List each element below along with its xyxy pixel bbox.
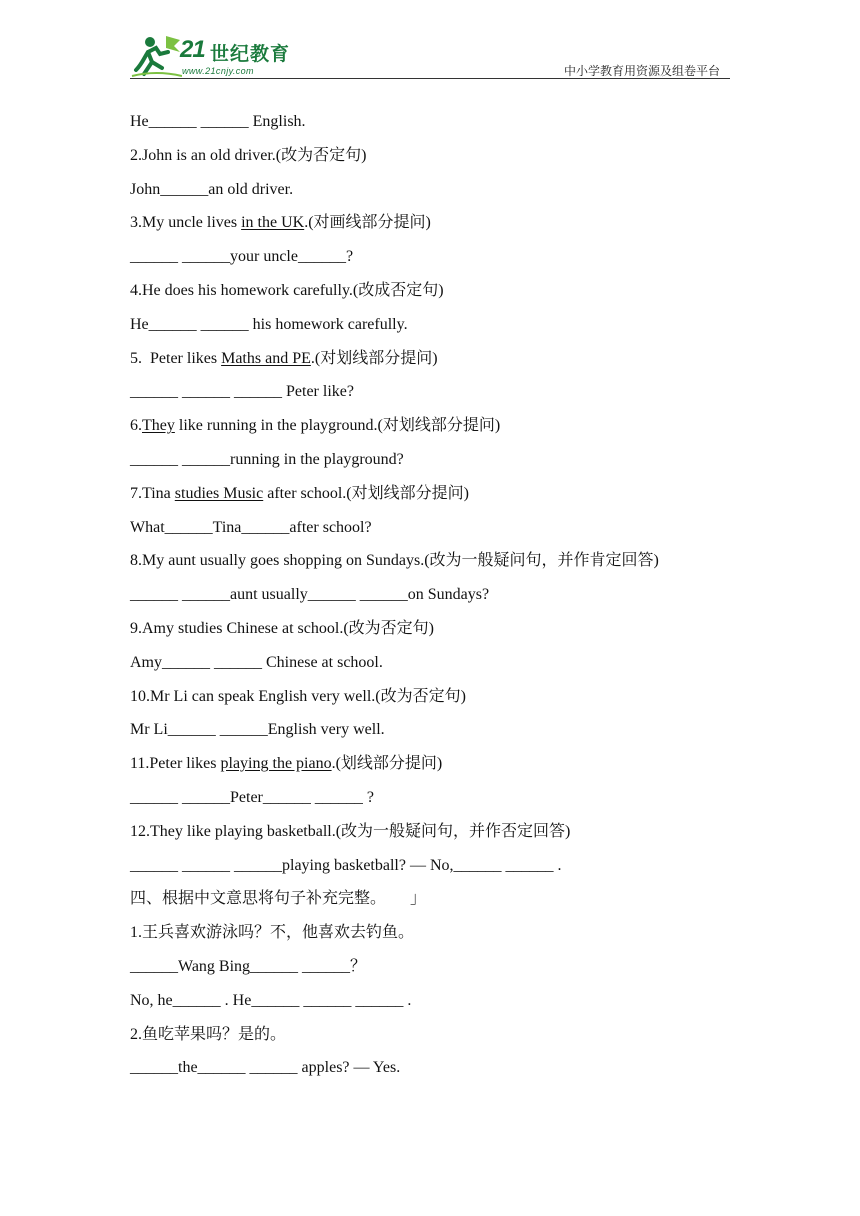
worksheet-line	[130, 480, 750, 514]
line-text: 6.	[130, 417, 142, 435]
line-text: ______ ______aunt usually______ ______on Sundays?	[130, 586, 490, 604]
underlined-phrase: in the UK	[241, 214, 305, 232]
line-text: What______Tina______after school?	[130, 518, 372, 536]
line-text: 2.鱼吃苹果吗？是的。	[130, 1025, 287, 1043]
worksheet-line	[130, 953, 750, 987]
worksheet-line	[130, 615, 750, 649]
line-text: ______the______ ______ apples? — Yes.	[130, 1059, 401, 1077]
worksheet-line	[130, 852, 750, 886]
line-text: 3.My uncle lives	[130, 214, 242, 232]
worksheet-line	[130, 243, 750, 277]
worksheet-line	[130, 412, 750, 446]
worksheet-body	[130, 108, 750, 1088]
worksheet-line	[130, 987, 750, 1021]
line-text: 1.王兵喜欢游泳吗？不，他喜欢去钓鱼。	[130, 924, 415, 942]
line-text: ______ ______your uncle______?	[130, 248, 354, 266]
line-text: 8.My aunt usually goes shopping on Sundays.(改为一般疑问句，并作肯定回答)	[130, 552, 659, 570]
worksheet-line	[130, 209, 750, 243]
worksheet-line	[130, 818, 750, 852]
logo-chinese-name: 世纪教育	[210, 43, 291, 65]
worksheet-line	[130, 446, 750, 480]
worksheet-line	[130, 716, 750, 750]
line-text: 12.They like playing basketball.(改为一般疑问句，并作否定回答)	[130, 822, 571, 840]
line-text: .(划线部分提问)	[331, 755, 443, 773]
line-text: 5. Peter likes	[130, 349, 222, 367]
worksheet-line	[130, 514, 750, 548]
runner-flag-icon	[130, 34, 182, 78]
page-header	[130, 30, 730, 82]
line-text: 4.He does his homework carefully.(改成否定句)	[130, 281, 444, 299]
line-text: .(对画线部分提问)	[304, 214, 431, 232]
worksheet-line	[130, 784, 750, 818]
worksheet-line	[130, 1054, 750, 1088]
line-text: ______Wang Bing______ ______？	[130, 957, 367, 975]
line-text: .(对划线部分提问)	[310, 349, 438, 367]
logo-url: www.21cnjy.com	[182, 66, 254, 76]
worksheet-line	[130, 311, 750, 345]
underlined-phrase: playing the piano	[220, 755, 332, 773]
worksheet-line	[130, 378, 750, 412]
line-text: 11.Peter likes	[130, 755, 221, 773]
worksheet-line	[130, 547, 750, 581]
worksheet-line	[130, 1021, 750, 1055]
line-text: ______ ______running in the playground?	[130, 450, 404, 468]
header-tagline: 中小学教育用资源及组卷平台	[563, 64, 720, 78]
line-text: He______ ______ his homework carefully.	[130, 315, 408, 333]
line-text: ______ ______Peter______ ______ ?	[130, 788, 374, 806]
line-text: 10.Mr Li can speak English very well.(改为否定句)	[130, 687, 466, 705]
worksheet-line	[130, 750, 750, 784]
line-text: 2.John is an old driver.(改为否定句)	[130, 146, 367, 164]
line-text: John______an old driver.	[130, 180, 294, 198]
worksheet-line	[130, 345, 750, 379]
line-text: ______ ______ ______ Peter like?	[130, 383, 354, 401]
worksheet-line	[130, 277, 750, 311]
worksheet-line	[130, 142, 750, 176]
worksheet-line	[130, 919, 750, 953]
site-logo[interactable]	[130, 34, 330, 78]
line-text: 9.Amy studies Chinese at school.(改为否定句)	[130, 619, 434, 637]
worksheet-line	[130, 885, 750, 919]
line-text: No, he______ . He______ ______ ______ .	[130, 991, 412, 1009]
underlined-phrase: Maths and PE	[221, 349, 311, 367]
worksheet-line	[130, 581, 750, 615]
underlined-phrase: studies Music	[174, 484, 264, 502]
line-text: Amy______ ______ Chinese at school.	[130, 653, 383, 671]
line-text: 四、根据中文意思将句子补充完整。 」	[130, 890, 427, 908]
underlined-phrase: They	[142, 417, 175, 435]
header-divider	[130, 78, 730, 79]
worksheet-line	[130, 176, 750, 210]
worksheet-line	[130, 649, 750, 683]
line-text: 7.Tina	[130, 484, 175, 502]
line-text: He______ ______ English.	[130, 113, 306, 130]
worksheet-line	[130, 683, 750, 717]
worksheet-line	[130, 108, 750, 142]
line-text: like running in the playground.(对划线部分提问)	[174, 417, 501, 435]
logo-number: 21	[180, 36, 205, 63]
line-text: ______ ______ ______playing basketball? — No,______ ______ .	[130, 856, 562, 874]
line-text: Mr Li______ ______English very well.	[130, 721, 385, 739]
line-text: after school.(对划线部分提问)	[263, 484, 469, 502]
